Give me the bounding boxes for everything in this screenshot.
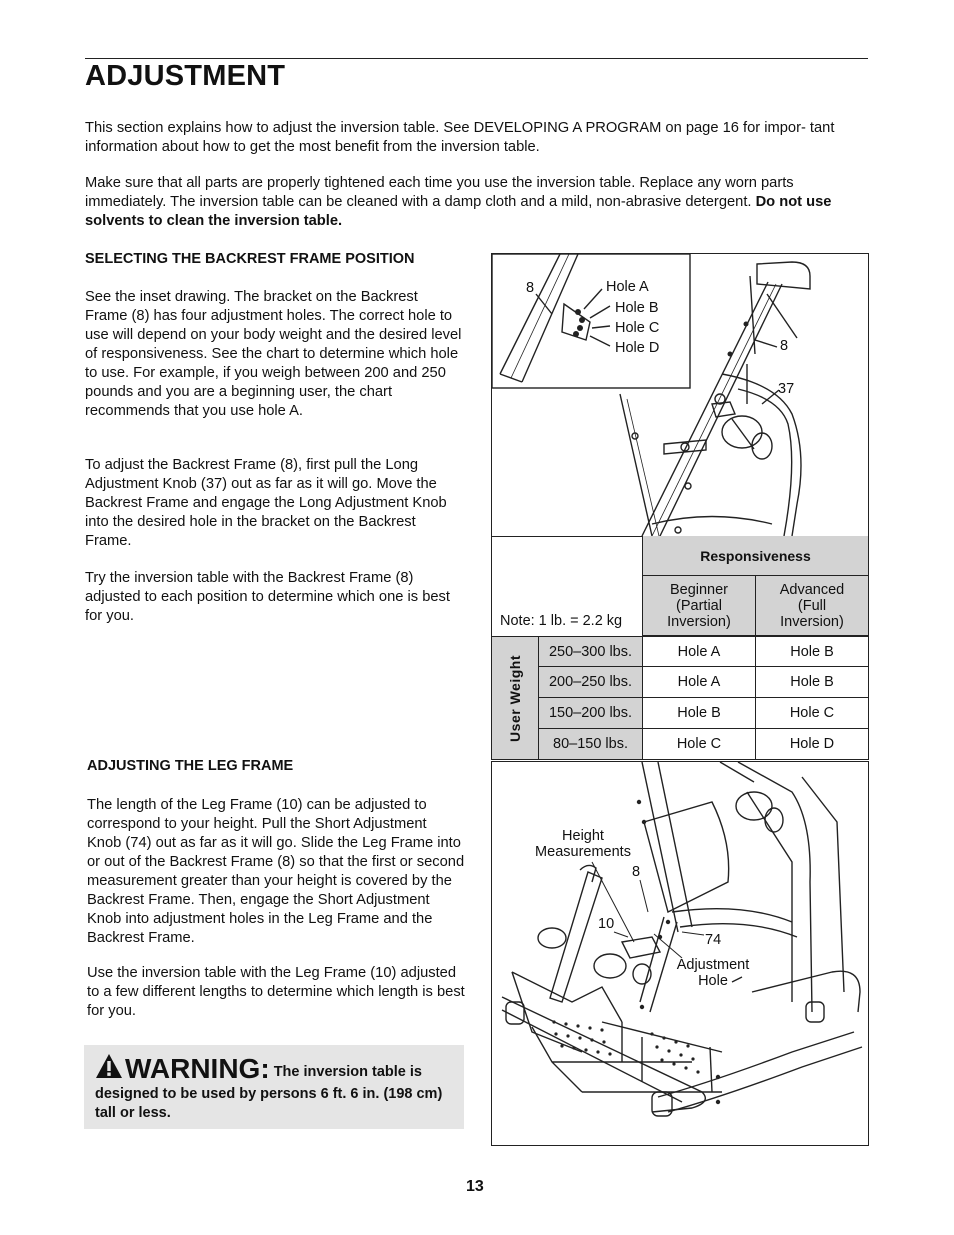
part-label-37: 37 <box>778 381 795 397</box>
part-label-74: 74 <box>705 932 722 948</box>
weight-cell: 80–150 lbs. <box>539 729 643 760</box>
backrest-paragraph-1: See the inset drawing. The bracket on the Backrest Frame (8) has four adjustment holes. The correct hole to use will depend on your body weight and the desired level of responsiveness. See the chart to determine which hole to use. For example, if you weigh between 200 and 250 pounds and you are a beginning user, the chart recommends that you use hole A. <box>85 289 462 419</box>
maintenance-text: Make sure that all parts are properly tightened each time you use the inversion table. Replace any worn parts immediately. The inversion table can be cleaned with a damp cloth and a mild, non-abrasive detergent. <box>85 175 794 210</box>
beginner-column-header: Beginner (Partial Inversion) <box>643 576 756 636</box>
hole-d-label: Hole D <box>615 340 660 356</box>
intro-paragraph: This section explains how to adjust the inversion table. See DEVELOPING A PROGRAM on page 16 for impor- tant information about how to get the most benefit from the inversion table. <box>85 120 835 155</box>
weight-cell: 150–200 lbs. <box>539 698 643 729</box>
hole-c-label: Hole C <box>615 320 660 336</box>
backrest-paragraph-2: To adjust the Backrest Frame (8), first pull the Long Adjustment Knob (37) out as far as it will go. Move the Backrest Frame and engage the Long Adjustment Knob into the desired hole in the bracket on the Backrest Frame. <box>85 457 447 549</box>
solvent-caution: Do not use solvents to clean the inversion table. <box>85 194 832 229</box>
part-label-8: 8 <box>780 338 789 354</box>
part-label-10: 10 <box>598 916 615 932</box>
beginner-cell: Hole C <box>643 729 756 760</box>
top-rule <box>85 58 868 59</box>
user-weight-label: User Weight <box>507 654 523 742</box>
hole-b-label: Hole B <box>615 300 659 316</box>
leg-frame-illustration <box>492 762 868 1145</box>
maintenance-paragraph <box>85 174 868 231</box>
page-title: ADJUSTMENT <box>85 60 286 92</box>
page-number: 13 <box>466 1178 484 1195</box>
beginner-cell: Hole A <box>643 667 756 698</box>
weight-note: Note: 1 lb. = 2.2 kg <box>500 613 623 629</box>
warning-box <box>84 1045 464 1129</box>
hole-a-label: Hole A <box>606 279 649 295</box>
advanced-cell: Hole D <box>756 729 869 760</box>
advanced-cell: Hole C <box>756 698 869 729</box>
leg-frame-paragraph-1: The length of the Leg Frame (10) can be adjusted to correspond to your height. Pull the Short Adjustment Knob (74) out as far as it will go. Slide the Leg Frame into or out of the Backrest Frame (8) so that the first or second measurement greater than your height is covered by the Backrest Frame. Then, engage the Short Adjustment Knob into adjustment holes in the Leg Frame and the Backrest Frame. <box>87 797 465 946</box>
part-label-8: 8 <box>632 864 641 880</box>
responsiveness-table <box>491 536 869 760</box>
height-measurements-label: Height Measurements <box>535 828 631 860</box>
warning-word: WARNING: <box>125 1053 270 1084</box>
leg-frame-heading: ADJUSTING THE LEG FRAME <box>87 758 294 774</box>
leg-frame-figure <box>491 761 869 1146</box>
warning-triangle-icon <box>95 1053 123 1085</box>
advanced-cell: Hole B <box>756 636 869 667</box>
warning-content <box>95 1053 453 1123</box>
beginner-cell: Hole B <box>643 698 756 729</box>
beginner-cell: Hole A <box>643 636 756 667</box>
backrest-paragraph-3: Try the inversion table with the Backrest Frame (8) adjusted to each position to determine which one is best for you. <box>85 570 450 624</box>
user-weight-header <box>491 636 539 760</box>
advanced-column-header: Advanced (Full Inversion) <box>756 576 869 636</box>
weight-cell: 250–300 lbs. <box>539 636 643 667</box>
leg-frame-paragraph-2: Use the inversion table with the Leg Frame (10) adjusted to a few different lengths to determine which length is best for you. <box>87 965 465 1019</box>
backrest-frame-figure <box>491 253 869 537</box>
backrest-frame-illustration <box>492 254 868 536</box>
responsiveness-header: Responsiveness <box>643 536 869 576</box>
part-label-8-inset: 8 <box>526 280 535 296</box>
warning-text: The inversion table is designed to be used by persons 6 ft. 6 in. (198 cm) tall or less. <box>95 1064 443 1121</box>
backrest-heading: SELECTING THE BACKREST FRAME POSITION <box>85 251 415 267</box>
weight-cell: 200–250 lbs. <box>539 667 643 698</box>
advanced-cell: Hole B <box>756 667 869 698</box>
adjustment-hole-label: Adjustment Hole <box>676 957 750 989</box>
